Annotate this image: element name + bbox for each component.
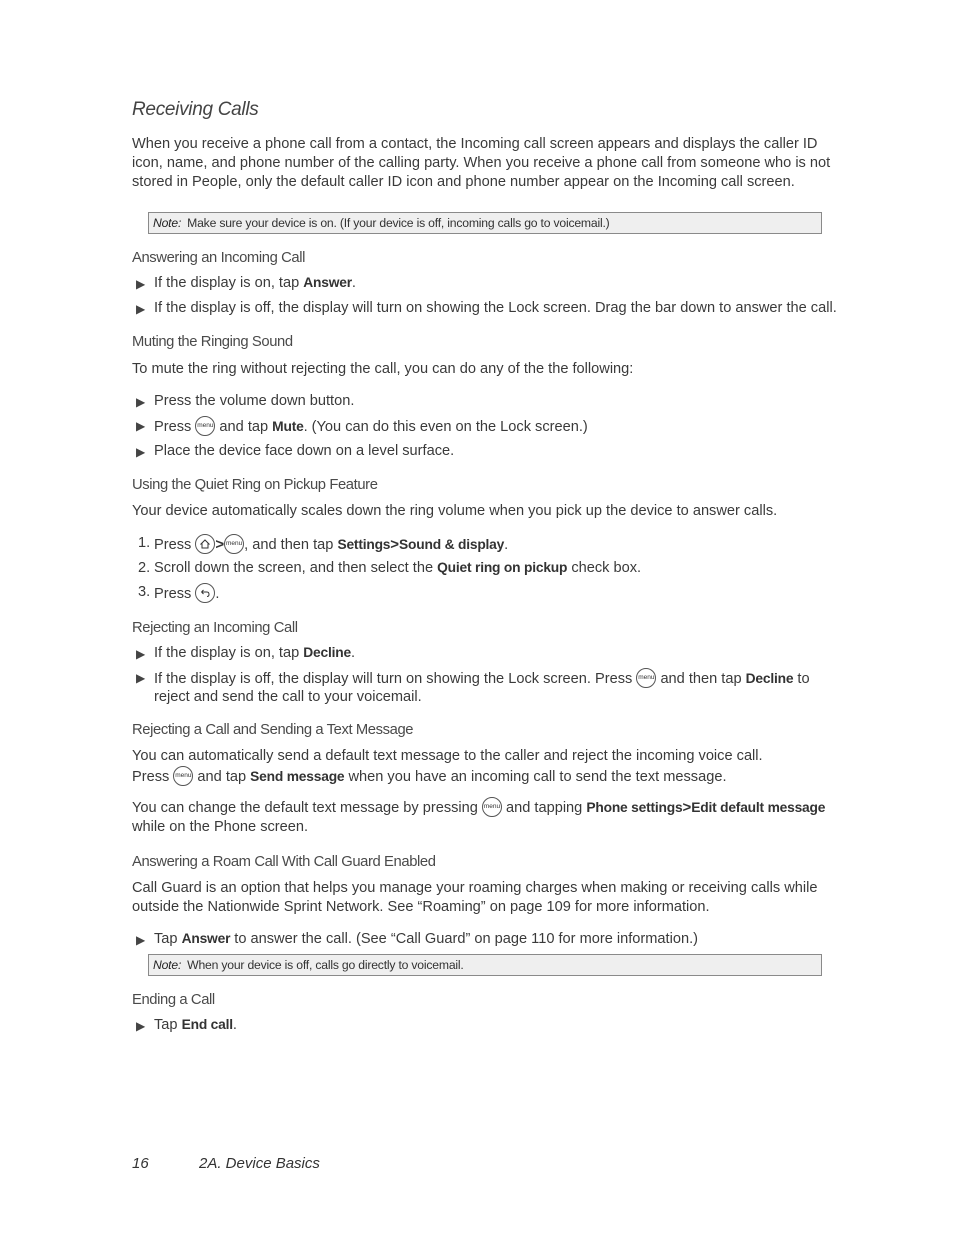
note-label: Note: — [153, 958, 182, 972]
menu-key-icon: menu — [482, 797, 502, 817]
text-reject-paragraph-2: You can change the default text message by pressing menu and tapping Phone settings>Edit default message while on the Phone screen. — [132, 799, 826, 835]
chapter-title: 2A. Device Basics — [199, 1155, 320, 1172]
roam-intro: Call Guard is an option that helps you manage your roaming charges when making or receiving calls while outside the Nationwide Sprint Network. See “Roaming” on page 109 for more information. — [132, 880, 818, 915]
menu-key-icon: menu — [636, 668, 656, 688]
menu-key-icon: menu — [195, 416, 215, 436]
bullet-arrow-icon: ▶ — [136, 1019, 146, 1033]
bullet-arrow-icon: ▶ — [136, 302, 146, 316]
section-title: Receiving Calls — [132, 99, 259, 120]
quiet-heading: Using the Quiet Ring on Pickup Feature — [132, 477, 378, 493]
back-key-icon — [195, 583, 215, 603]
bullet-arrow-icon: ▶ — [136, 419, 146, 433]
answering-heading: Answering an Incoming Call — [132, 250, 306, 266]
bullet-arrow-icon: ▶ — [136, 647, 146, 661]
roam-heading: Answering a Roam Call With Call Guard Enabled — [132, 854, 436, 870]
note-box — [148, 954, 822, 976]
muting-heading: Muting the Ringing Sound — [132, 334, 293, 350]
bullet-arrow-icon: ▶ — [136, 395, 146, 409]
page-number: 16 — [132, 1155, 149, 1172]
note-text: When your device is off, calls go directly to voicemail. — [187, 958, 464, 972]
bullet-arrow-icon: ▶ — [136, 933, 146, 947]
menu-key-icon: menu — [173, 766, 193, 786]
text-reject-heading: Rejecting a Call and Sending a Text Message — [132, 722, 414, 738]
note-text: Make sure your device is on. (If your device is off, incoming calls go to voicemail.) — [187, 216, 610, 230]
bullet-arrow-icon: ▶ — [136, 671, 146, 685]
quiet-intro: Your device automatically scales down the ring volume when you pick up the device to answer calls. — [132, 503, 778, 519]
ending-heading: Ending a Call — [132, 992, 215, 1008]
text-reject-paragraph: You can automatically send a default text message to the caller and reject the incoming voice call. Press menu and tap Send message when you have an incoming call to send the text message. — [132, 748, 763, 785]
muting-intro: To mute the ring without rejecting the call, you can do any of the the following: — [132, 361, 634, 377]
home-key-icon — [195, 534, 215, 554]
bullet-arrow-icon: ▶ — [136, 277, 146, 291]
rejecting-heading: Rejecting an Incoming Call — [132, 620, 298, 636]
note-box — [148, 212, 822, 234]
intro-paragraph: When you receive a phone call from a contact, the Incoming call screen appears and displays the caller ID icon, name, and phone number of the calling party. When you receive a phone call from someone who is not stored in People, only the default caller ID icon and phone number appear on the Incoming call screen. — [132, 136, 831, 190]
bullet-arrow-icon: ▶ — [136, 445, 146, 459]
menu-key-icon: menu — [224, 534, 244, 554]
note-label: Note: — [153, 216, 182, 230]
